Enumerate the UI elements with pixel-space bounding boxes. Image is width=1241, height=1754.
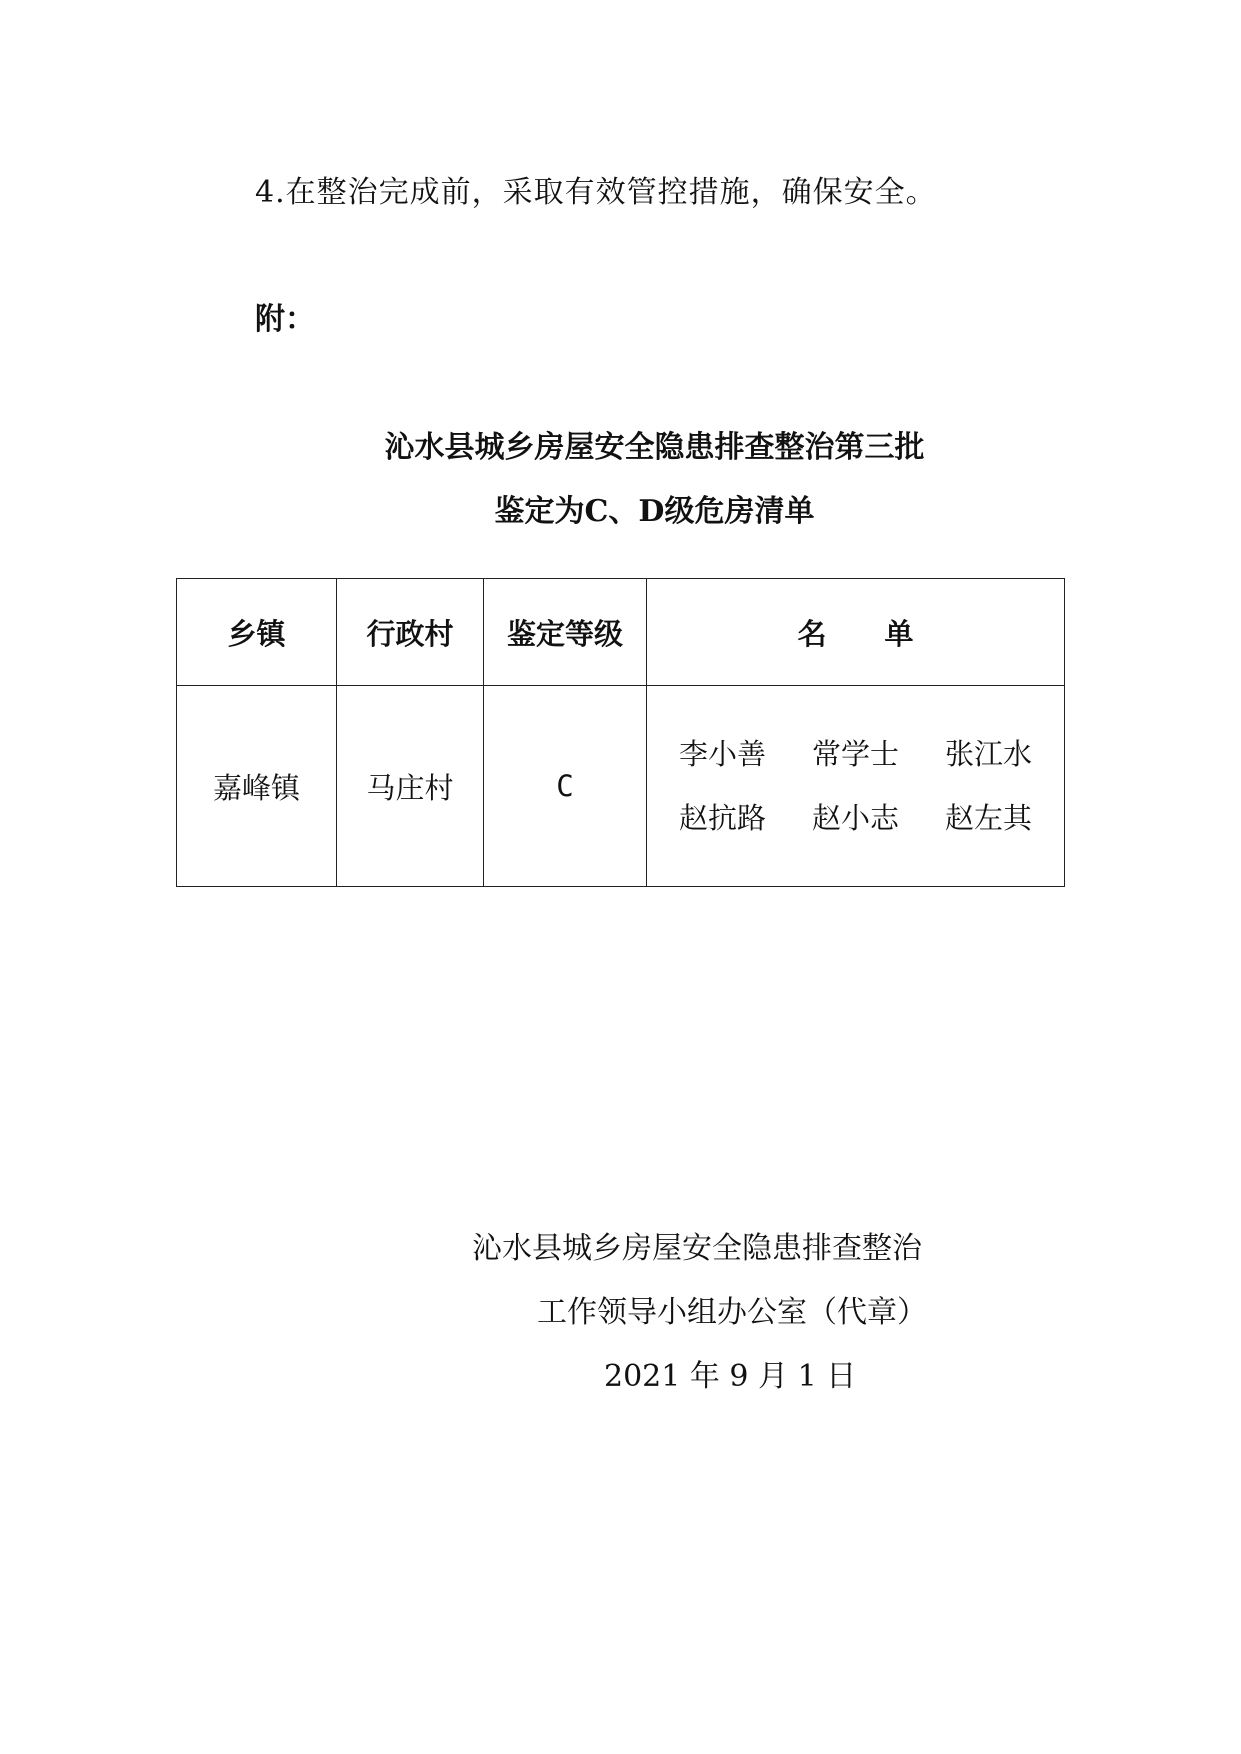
- signature-org-line1: 沁水县城乡房屋安全隐患排查整治: [472, 1231, 922, 1266]
- header-names: 名 单: [647, 579, 1065, 686]
- person-name: 赵抗路: [678, 801, 766, 835]
- names-list: [679, 722, 1032, 850]
- table-row: [177, 686, 1065, 887]
- header-village: 行政村: [337, 579, 484, 686]
- list-title-line2: 鉴定为C、D级危房清单: [494, 494, 815, 529]
- table-header-row: [177, 579, 1065, 686]
- cell-names: [647, 686, 1065, 887]
- cell-village: 马庄村: [337, 686, 484, 887]
- header-grade: 鉴定等级: [484, 579, 647, 686]
- cell-town: 嘉峰镇: [177, 686, 337, 887]
- person-name: 李小善: [678, 737, 766, 771]
- cell-grade: C: [484, 686, 647, 887]
- person-name: 赵左其: [944, 801, 1032, 835]
- dangerous-houses-table: [176, 578, 1065, 887]
- person-name: 赵小志: [811, 801, 899, 835]
- signature-org-line2: 工作领导小组办公室（代章）: [537, 1295, 927, 1330]
- item-4-text: 4.在整治完成前，采取有效管控措施，确保安全。: [255, 175, 937, 210]
- person-name: 张江水: [944, 737, 1032, 771]
- signature-date: 2021 年 9 月 1 日: [604, 1359, 857, 1394]
- person-name: 常学士: [811, 737, 899, 771]
- names-row-1: [679, 722, 1032, 786]
- header-town: 乡镇: [177, 579, 337, 686]
- attachment-label: 附：: [255, 302, 315, 337]
- list-title-line1: 沁水县城乡房屋安全隐患排查整治第三批: [384, 430, 925, 465]
- names-row-2: [679, 786, 1032, 850]
